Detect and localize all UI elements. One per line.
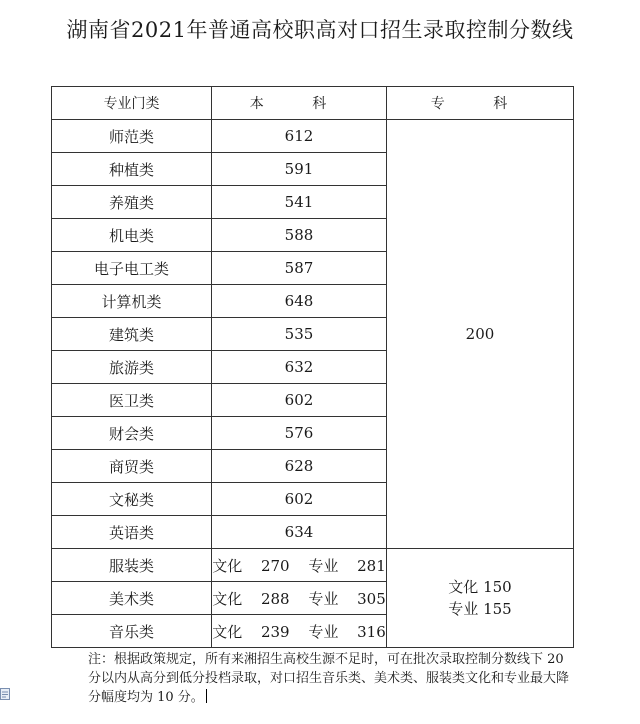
footnote-text: 注：根据政策规定，所有来湘招生高校生源不足时，可在批次录取控制分数线下 20 分以内从高分到低分投档录取，对口招生音乐类、美术类、服装类文化和专业最大降分幅度均为 10 分。 <box>88 652 570 705</box>
category-cell: 商贸类 <box>52 450 212 483</box>
category-cell: 建筑类 <box>52 318 212 351</box>
zhuanke-art-culture: 文化 150 <box>448 578 512 596</box>
benke-score-cell: 632 <box>212 351 387 384</box>
category-cell: 服装类 <box>52 549 212 582</box>
category-cell: 文秘类 <box>52 483 212 516</box>
zhuanke-general-cell: 200 <box>387 120 574 549</box>
score-table <box>51 86 574 648</box>
benke-score-cell: 612 <box>212 120 387 153</box>
benke-score-cell: 587 <box>212 252 387 285</box>
benke-score-cell: 602 <box>212 384 387 417</box>
document-title: 湖南省2021年普通高校职高对口招生录取控制分数线 <box>66 18 574 42</box>
benke-score-cell: 588 <box>212 219 387 252</box>
table-row <box>52 549 574 582</box>
zhuanke-art-cell <box>387 549 574 648</box>
category-cell: 医卫类 <box>52 384 212 417</box>
benke-score-cell: 628 <box>212 450 387 483</box>
category-cell: 种植类 <box>52 153 212 186</box>
header-zhuanke: 专 科 <box>387 87 574 120</box>
header-category: 专业门类 <box>52 87 212 120</box>
benke-art-score-cell: 文化 270 专业 281 <box>212 549 387 582</box>
category-cell: 财会类 <box>52 417 212 450</box>
zhuanke-art-major: 专业 155 <box>448 600 512 618</box>
benke-score-cell: 591 <box>212 153 387 186</box>
benke-art-score-cell: 文化 239 专业 316 <box>212 615 387 648</box>
table-header-row <box>52 87 574 120</box>
footnote <box>88 650 580 707</box>
benke-score-cell: 576 <box>212 417 387 450</box>
document-icon <box>0 688 10 700</box>
category-cell: 师范类 <box>52 120 212 153</box>
category-cell: 音乐类 <box>52 615 212 648</box>
benke-score-cell: 634 <box>212 516 387 549</box>
benke-score-cell: 602 <box>212 483 387 516</box>
benke-score-cell: 535 <box>212 318 387 351</box>
category-cell: 英语类 <box>52 516 212 549</box>
header-benke: 本 科 <box>212 87 387 120</box>
table-row <box>52 120 574 153</box>
category-cell: 旅游类 <box>52 351 212 384</box>
category-cell: 机电类 <box>52 219 212 252</box>
benke-score-cell: 648 <box>212 285 387 318</box>
benke-score-cell: 541 <box>212 186 387 219</box>
benke-art-score-cell: 文化 288 专业 305 <box>212 582 387 615</box>
text-cursor <box>206 689 207 703</box>
category-cell: 电子电工类 <box>52 252 212 285</box>
category-cell: 养殖类 <box>52 186 212 219</box>
category-cell: 计算机类 <box>52 285 212 318</box>
category-cell: 美术类 <box>52 582 212 615</box>
